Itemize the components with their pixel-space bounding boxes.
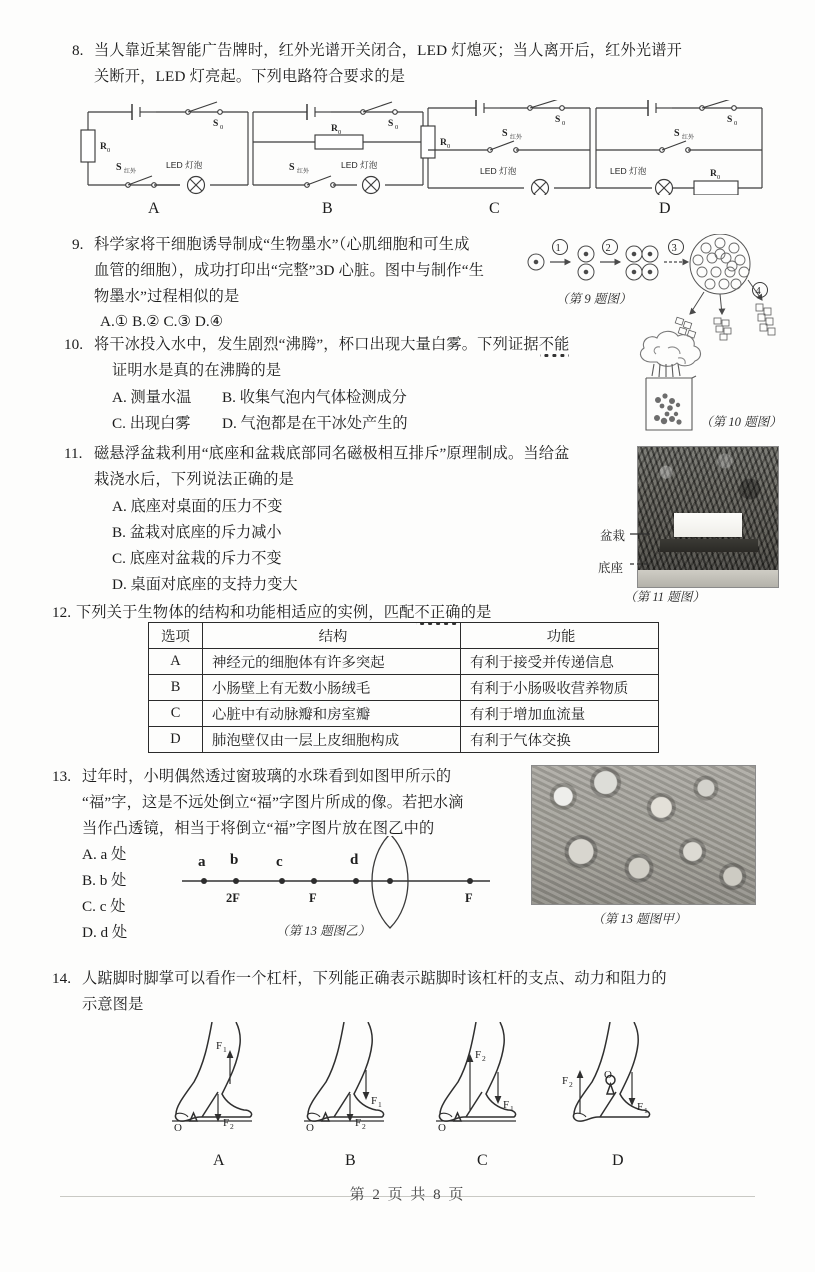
foot-lever-diagram-c [432,1022,552,1157]
foot-b-f1-label: F [371,1095,378,1107]
svg-text:S: S [674,128,680,139]
lens-axis-2f-label: 2F [226,891,240,905]
circuit-choice-c-label: C [489,200,500,217]
foot-c-f1-sub: 1 [510,1104,514,1113]
table-row [149,727,659,753]
svg-text:LED 灯泡: LED 灯泡 [341,160,378,170]
table-header-structure: 结构 [203,623,461,649]
question-13-stem [82,764,532,842]
svg-text:0: 0 [107,147,111,154]
question-9-number: 9. [72,236,84,253]
question-11-line-2: 栽浇水后，下列说法正确的是 [94,471,295,488]
circuit-diagram-c [418,100,593,195]
question-11-option-a: A. 底座对桌面的压力不变 [112,498,283,515]
svg-text:LED 灯泡: LED 灯泡 [610,166,647,176]
lens-axis-f-right-label: F [465,891,473,905]
foot-b-f2-label: F [355,1117,362,1129]
question-12-number: 12. [52,604,71,621]
question-9-stem [94,232,534,310]
row-c-option: C [149,701,203,727]
question-11-leader-lines [630,530,666,568]
row-d-function: 有利于气体交换 [461,727,659,753]
table-header-option: 选项 [149,623,203,649]
circuit-diagram-b [245,100,425,195]
plant-pot-highlight [674,513,741,537]
svg-text:S: S [289,162,295,173]
question-13-line-3: 当作凸透镜，相当于将倒立“福”字图片放在图乙中的 [82,820,435,837]
question-13-photo [531,765,756,905]
question-14-line-2: 示意图是 [82,996,144,1013]
svg-text:红外: 红外 [297,169,310,175]
question-10-option-b: B. 收集气泡内气体检测成分 [222,389,407,406]
foot-lever-diagram-a [168,1022,288,1157]
question-8-line-2: 关断开，LED 灯亮起。下列电路符合要求的是 [94,68,406,85]
question-14-line-1: 人踮脚时脚掌可以看作一个杠杆，下列能正确表示踮脚时该杠杆的支点、动力和阻力的 [82,970,667,987]
foot-a-f1-sub: 1 [223,1045,227,1054]
question-13-figure-b-caption: （第 13 题图乙） [276,924,371,938]
foot-a-f2-sub: 2 [230,1122,234,1131]
svg-text:红外: 红外 [682,135,695,141]
page-footer: 第 2 页 共 8 页 [349,1187,466,1203]
foot-lever-diagram-d [560,1022,690,1157]
question-11-option-c: C. 底座对盆栽的斥力不变 [112,550,282,567]
svg-text:红外: 红外 [124,169,137,175]
lens-point-d-label: d [350,852,359,868]
circuit-diagram-d [590,100,765,195]
svg-text:LED 灯泡: LED 灯泡 [480,166,517,176]
question-11-line-1: 磁悬浮盆栽利用“底座和盆栽底部同名磁极相互排斥”原理制成。当给盆 [94,445,570,462]
q9-step-4-label: 4 [755,286,761,297]
svg-text:0: 0 [338,129,342,136]
question-13-line-1: 过年时，小明偶然透过窗玻璃的水珠看到如图甲所示的 [82,768,452,785]
question-13-line-2: “福”字，这是不远处倒立“福”字图片所成的像。若把水滴 [82,794,464,811]
lens-axis-f-left-label: F [309,891,317,905]
svg-text:S: S [388,119,394,129]
circuit-choice-d-label: D [659,200,671,217]
row-d-option: D [149,727,203,753]
svg-text:S: S [555,115,561,125]
foot-a-f1-label: F [216,1040,223,1052]
svg-text:0: 0 [717,174,721,181]
foot-d-pivot-label: O [604,1069,612,1081]
foot-d-f1-label: F [637,1101,644,1113]
question-11-option-b: B. 盆栽对底座的斥力减小 [112,524,282,541]
question-12-line-1-text-a: 下列关于生物体的结构和功能相适应的实例，匹配 [76,604,415,621]
svg-text:S: S [727,115,733,125]
row-a-option: A [149,649,203,675]
question-8-number: 8. [72,42,84,59]
foot-a-pivot-label: O [174,1122,182,1134]
question-14-number: 14. [52,970,71,987]
question-10-figure-caption: （第 10 题图） [700,415,782,429]
foot-choice-c-label: C [477,1152,488,1169]
svg-text:0: 0 [395,124,399,131]
svg-text:0: 0 [220,124,224,131]
q9-step-1-label: 1 [555,243,561,254]
question-9-line-1: 科学家将干细胞诱导制成“生物墨水”（心肌细胞和可生成 [94,236,470,253]
plant-table-surface [638,570,778,587]
foot-b-f1-sub: 1 [378,1100,382,1109]
table-row [149,649,659,675]
table-header-row [149,623,659,649]
row-a-function: 有利于接受并传递信息 [461,649,659,675]
row-c-structure: 心脏中有动脉瓣和房室瓣 [203,701,461,727]
question-11-label-base: 底座 [598,561,624,575]
circuit-choice-b-label: B [322,200,333,217]
foot-d-f1-sub: 1 [644,1106,648,1115]
foot-c-f1-label: F [503,1099,510,1111]
foot-lever-diagram-b [300,1022,420,1157]
foot-choice-b-label: B [345,1152,356,1169]
question-11-number: 11. [64,445,83,462]
question-14-stem [82,966,762,1018]
foot-b-f2-sub: 2 [362,1122,366,1131]
svg-text:红外: 红外 [510,135,523,141]
svg-text:S: S [213,119,219,129]
circuit-choice-a-label: A [148,200,160,217]
question-10-option-c: C. 出现白雾 [112,415,191,432]
foot-d-f2-label: F [562,1075,569,1087]
table-header-function: 功能 [461,623,659,649]
svg-text:LED 灯泡: LED 灯泡 [166,160,203,170]
question-10-option-d: D. 气泡都是在干冰处产生的 [222,415,408,432]
question-11-stem [94,441,604,493]
q9-step-3-label: 3 [671,243,677,254]
question-12-line-1-text-b: 的是 [460,604,492,621]
lens-point-b-label: b [230,852,239,868]
svg-text:R: R [100,142,107,152]
circuit-diagram-a [70,100,250,195]
svg-text:R: R [331,124,338,134]
question-10-emphasis: 不能 [538,336,570,353]
question-11-label-plant: 盆栽 [600,529,626,543]
foot-choice-a-label: A [213,1152,225,1169]
svg-text:0: 0 [562,120,566,127]
foot-b-pivot-label: O [306,1122,314,1134]
question-13-option-b: B. b 处 [82,872,127,889]
question-13-number: 13. [52,768,71,785]
table-row [149,701,659,727]
question-9-figure-caption: （第 9 题图） [556,292,632,306]
foot-d-f2-sub: 2 [569,1080,573,1089]
foot-c-f2-label: F [475,1049,482,1061]
lens-point-c-label: c [276,854,283,870]
row-b-option: B [149,675,203,701]
question-13-option-d: D. d 处 [82,924,128,941]
foot-a-f2-label: F [223,1117,230,1129]
row-c-function: 有利于增加血流量 [461,701,659,727]
svg-text:R: R [710,169,717,179]
svg-text:R: R [440,138,447,148]
question-8-line-1: 当人靠近某智能广告牌时，红外光谱开关闭合，LED 灯熄灭；当人离开后，红外光谱开 [94,42,683,59]
foot-c-f2-sub: 2 [482,1054,486,1063]
question-11-option-d: D. 桌面对底座的支持力变大 [112,576,298,593]
plant-pedestal [660,539,758,552]
svg-text:S: S [502,128,508,139]
svg-text:S: S [116,162,122,173]
svg-text:0: 0 [447,143,451,150]
question-8-stem [94,38,754,90]
table-row [149,675,659,701]
question-12-emphasis: 不正确 [414,604,461,621]
q9-step-2-label: 2 [605,243,611,254]
svg-text:0: 0 [734,120,738,127]
question-9-options: A.① B.② C.③ D.④ [100,313,224,330]
foot-choice-d-label: D [612,1152,624,1169]
question-9-line-2: 血管的细胞），成功打印出“完整”3D 心脏。图中与制作“生 [94,262,485,279]
row-d-structure: 肺泡壁仅由一层上皮细胞构成 [203,727,461,753]
row-b-structure: 小肠壁上有无数小肠绒毛 [203,675,461,701]
question-9-line-3: 物墨水”过程相似的是 [94,288,240,305]
question-13-option-a: A. a 处 [82,846,127,863]
question-13-option-c: C. c 处 [82,898,126,915]
question-10-line-1-text: 将干冰投入水中，发生剧烈“沸腾”，杯口出现大量白雾。下列证据 [94,336,539,353]
row-a-structure: 神经元的细胞体有许多突起 [203,649,461,675]
question-12-table [148,622,659,753]
row-b-function: 有利于小肠吸收营养物质 [461,675,659,701]
question-10-option-a: A. 测量水温 [112,389,192,406]
lens-point-a-label: a [198,854,206,870]
question-11-figure-caption: （第 11 题图） [624,590,705,604]
question-13-figure-a-caption: （第 13 题图甲） [592,912,687,926]
question-10-line-2: 证明水是真的在沸腾的是 [112,362,282,379]
question-10-number: 10. [64,336,83,353]
foot-c-pivot-label: O [438,1122,446,1134]
